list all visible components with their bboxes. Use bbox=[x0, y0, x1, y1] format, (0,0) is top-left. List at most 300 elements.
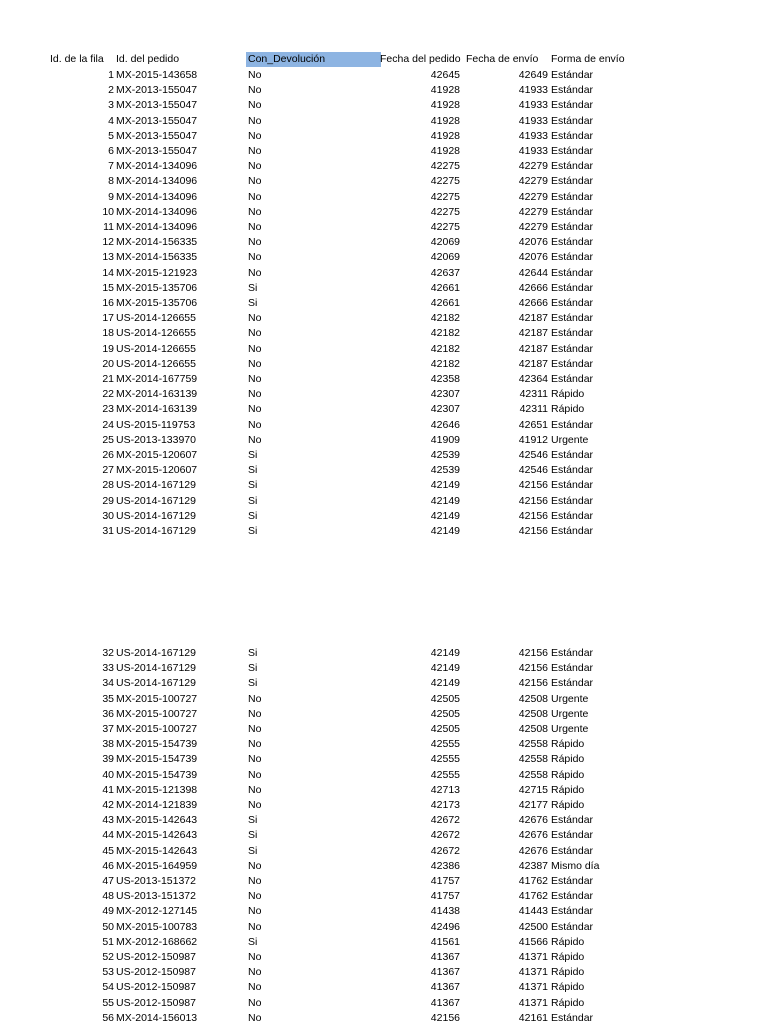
row-id-cell[interactable]: 24 bbox=[102, 418, 114, 431]
order-date-cell[interactable]: 41367 bbox=[430, 981, 460, 994]
row-id-cell[interactable]: 20 bbox=[102, 357, 114, 370]
ship-mode-cell[interactable]: Rápido bbox=[551, 966, 585, 979]
ship-date-cell[interactable]: 42311 bbox=[519, 388, 548, 401]
order-id-cell[interactable]: MX-2012-127145 bbox=[116, 905, 198, 918]
returned-cell[interactable]: No bbox=[248, 905, 262, 918]
returned-cell[interactable]: No bbox=[248, 69, 262, 81]
order-id-cell[interactable]: US-2014-167129 bbox=[116, 647, 196, 659]
order-id-cell[interactable]: MX-2015-135706 bbox=[116, 281, 198, 294]
ship-date-cell[interactable]: 42156 bbox=[518, 525, 548, 537]
ship-mode-cell[interactable]: Estándar bbox=[551, 99, 594, 112]
ship-mode-cell[interactable]: Rápido bbox=[551, 951, 585, 963]
row-id-cell[interactable]: 51 bbox=[102, 935, 114, 948]
order-id-cell[interactable]: MX-2013-155047 bbox=[116, 114, 198, 127]
ship-mode-cell[interactable]: Estándar bbox=[551, 875, 594, 887]
row-id-cell[interactable]: 48 bbox=[102, 890, 114, 903]
order-date-cell[interactable]: 42069 bbox=[430, 251, 460, 264]
order-date-cell[interactable]: 42496 bbox=[430, 920, 460, 933]
row-id-cell[interactable]: 29 bbox=[102, 494, 114, 507]
returned-cell[interactable]: No bbox=[248, 859, 262, 872]
order-id-cell[interactable]: MX-2015-143658 bbox=[116, 69, 198, 81]
returned-cell[interactable]: No bbox=[248, 221, 262, 233]
order-id-cell[interactable]: MX-2014-156335 bbox=[116, 251, 198, 264]
row-id-cell[interactable]: 25 bbox=[102, 433, 114, 446]
row-id-cell[interactable]: 5 bbox=[108, 129, 114, 142]
row-id-cell[interactable]: 56 bbox=[102, 1011, 114, 1024]
order-id-cell[interactable]: US-2015-119753 bbox=[116, 418, 196, 431]
order-id-cell[interactable]: MX-2015-100727 bbox=[116, 707, 198, 720]
row-id-cell[interactable]: 52 bbox=[102, 951, 114, 963]
returned-cell[interactable]: Si bbox=[248, 479, 258, 492]
ship-mode-cell[interactable]: Rápido bbox=[551, 753, 585, 766]
ship-mode-cell[interactable]: Urgente bbox=[551, 723, 589, 735]
order-date-cell[interactable]: 42149 bbox=[430, 509, 460, 522]
returned-cell[interactable]: No bbox=[248, 190, 262, 203]
order-id-cell[interactable]: MX-2015-135706 bbox=[116, 297, 198, 309]
ship-date-cell[interactable]: 42558 bbox=[518, 753, 548, 766]
ship-mode-cell[interactable]: Estándar bbox=[551, 373, 594, 385]
ship-mode-cell[interactable]: Estándar bbox=[551, 814, 594, 827]
ship-date-cell[interactable]: 42558 bbox=[518, 768, 548, 781]
ship-mode-cell[interactable]: Rápido bbox=[551, 403, 585, 416]
order-date-cell[interactable]: 42672 bbox=[430, 844, 460, 857]
order-date-cell[interactable]: 42149 bbox=[430, 494, 460, 507]
row-id-cell[interactable]: 35 bbox=[102, 692, 114, 705]
order-date-cell[interactable]: 42149 bbox=[430, 677, 460, 690]
row-id-cell[interactable]: 17 bbox=[102, 312, 114, 325]
order-date-cell[interactable]: 41757 bbox=[430, 890, 460, 903]
ship-date-cell[interactable]: 41371 bbox=[518, 951, 548, 963]
ship-date-cell[interactable]: 42364 bbox=[518, 373, 548, 385]
order-date-cell[interactable]: 42358 bbox=[430, 373, 460, 385]
order-date-cell[interactable]: 42182 bbox=[430, 327, 460, 340]
ship-date-cell[interactable]: 41933 bbox=[518, 145, 548, 157]
row-id-cell[interactable]: 14 bbox=[102, 266, 114, 279]
ship-date-cell[interactable]: 42279 bbox=[518, 221, 548, 233]
ship-date-cell[interactable]: 41443 bbox=[518, 905, 548, 918]
order-id-cell[interactable]: US-2014-126655 bbox=[116, 312, 196, 325]
ship-date-cell[interactable]: 42161 bbox=[518, 1011, 548, 1024]
order-id-cell[interactable]: MX-2015-142643 bbox=[116, 814, 198, 827]
returned-cell[interactable]: No bbox=[248, 236, 262, 249]
returned-cell[interactable]: No bbox=[248, 403, 262, 416]
ship-mode-cell[interactable]: Rápido bbox=[551, 768, 585, 781]
returned-cell[interactable]: No bbox=[248, 266, 262, 279]
returned-cell[interactable]: Si bbox=[248, 494, 258, 507]
ship-date-cell[interactable]: 42651 bbox=[518, 418, 548, 431]
returned-cell[interactable]: Si bbox=[248, 844, 258, 857]
order-id-cell[interactable]: MX-2014-134096 bbox=[116, 205, 198, 218]
order-id-cell[interactable]: MX-2013-155047 bbox=[116, 99, 198, 112]
ship-mode-cell[interactable]: Estándar bbox=[551, 905, 594, 918]
returned-cell[interactable]: No bbox=[248, 875, 262, 887]
order-id-cell[interactable]: MX-2014-156013 bbox=[116, 1011, 198, 1024]
ship-date-cell[interactable]: 42177 bbox=[518, 799, 548, 811]
order-id-cell[interactable]: US-2014-167129 bbox=[116, 479, 196, 492]
order-date-cell[interactable]: 42672 bbox=[430, 814, 460, 827]
order-date-cell[interactable]: 42661 bbox=[430, 281, 460, 294]
ship-date-cell[interactable]: 41566 bbox=[518, 935, 548, 948]
order-date-cell[interactable]: 42555 bbox=[430, 738, 460, 751]
ship-date-cell[interactable]: 41762 bbox=[518, 875, 548, 887]
returned-cell[interactable]: No bbox=[248, 357, 262, 370]
returned-cell[interactable]: No bbox=[248, 251, 262, 264]
returned-cell[interactable]: No bbox=[248, 738, 262, 751]
ship-date-cell[interactable]: 42187 bbox=[518, 327, 548, 340]
order-id-cell[interactable]: MX-2015-100727 bbox=[116, 723, 198, 735]
order-id-cell[interactable]: US-2012-150987 bbox=[116, 951, 196, 963]
order-id-cell[interactable]: MX-2014-163139 bbox=[116, 388, 198, 401]
order-date-cell[interactable]: 42307 bbox=[430, 403, 460, 416]
order-date-cell[interactable]: 42149 bbox=[430, 479, 460, 492]
ship-date-cell[interactable]: 42279 bbox=[518, 160, 548, 173]
order-date-cell[interactable]: 42173 bbox=[430, 799, 460, 811]
order-id-cell[interactable]: MX-2012-168662 bbox=[116, 935, 198, 948]
ship-mode-cell[interactable]: Estándar bbox=[551, 266, 594, 279]
returned-cell[interactable]: No bbox=[248, 327, 262, 340]
row-id-cell[interactable]: 31 bbox=[102, 525, 114, 537]
order-id-cell[interactable]: MX-2013-155047 bbox=[116, 145, 198, 157]
order-date-cell[interactable]: 42646 bbox=[430, 418, 460, 431]
order-date-cell[interactable]: 42149 bbox=[430, 662, 460, 675]
order-date-cell[interactable]: 42182 bbox=[430, 357, 460, 370]
row-id-cell[interactable]: 39 bbox=[102, 753, 114, 766]
ship-mode-cell[interactable]: Estándar bbox=[551, 418, 594, 431]
order-id-cell[interactable]: MX-2015-142643 bbox=[116, 844, 198, 857]
header-ship-mode[interactable]: Forma de envío bbox=[551, 53, 625, 65]
ship-date-cell[interactable]: 42546 bbox=[518, 464, 548, 477]
order-id-cell[interactable]: MX-2014-134096 bbox=[116, 221, 198, 233]
order-id-cell[interactable]: US-2013-151372 bbox=[116, 890, 196, 903]
returned-cell[interactable]: No bbox=[248, 99, 262, 112]
returned-cell[interactable]: No bbox=[248, 373, 262, 385]
ship-mode-cell[interactable]: Estándar bbox=[551, 677, 594, 690]
order-date-cell[interactable]: 42069 bbox=[430, 236, 460, 249]
ship-mode-cell[interactable]: Estándar bbox=[551, 509, 594, 522]
row-id-cell[interactable]: 27 bbox=[102, 464, 114, 477]
order-date-cell[interactable]: 42672 bbox=[430, 829, 460, 842]
returned-cell[interactable]: No bbox=[248, 175, 262, 188]
ship-date-cell[interactable]: 42076 bbox=[518, 251, 548, 264]
ship-mode-cell[interactable]: Rápido bbox=[551, 783, 585, 796]
ship-mode-cell[interactable]: Estándar bbox=[551, 236, 594, 249]
order-date-cell[interactable]: 41367 bbox=[430, 966, 460, 979]
order-date-cell[interactable]: 42182 bbox=[430, 342, 460, 355]
ship-date-cell[interactable]: 42676 bbox=[518, 829, 548, 842]
row-id-cell[interactable]: 7 bbox=[108, 160, 114, 173]
row-id-cell[interactable]: 22 bbox=[102, 388, 114, 401]
order-date-cell[interactable]: 42149 bbox=[430, 525, 460, 537]
ship-mode-cell[interactable]: Estándar bbox=[551, 205, 594, 218]
order-id-cell[interactable]: US-2014-167129 bbox=[116, 677, 196, 690]
row-id-cell[interactable]: 41 bbox=[102, 783, 114, 796]
returned-cell[interactable]: Si bbox=[248, 647, 258, 659]
ship-date-cell[interactable]: 42676 bbox=[518, 844, 548, 857]
ship-date-cell[interactable]: 41912 bbox=[518, 433, 548, 446]
order-id-cell[interactable]: US-2012-150987 bbox=[116, 966, 196, 979]
order-date-cell[interactable]: 41928 bbox=[430, 99, 460, 112]
order-date-cell[interactable]: 42555 bbox=[430, 753, 460, 766]
ship-date-cell[interactable]: 42156 bbox=[518, 647, 548, 659]
returned-cell[interactable]: No bbox=[248, 205, 262, 218]
returned-cell[interactable]: No bbox=[248, 707, 262, 720]
ship-mode-cell[interactable]: Estándar bbox=[551, 175, 594, 188]
returned-cell[interactable]: No bbox=[248, 160, 262, 173]
ship-mode-cell[interactable]: Estándar bbox=[551, 844, 594, 857]
row-id-cell[interactable]: 12 bbox=[102, 236, 114, 249]
ship-mode-cell[interactable]: Urgente bbox=[551, 692, 589, 705]
order-id-cell[interactable]: MX-2015-121398 bbox=[116, 783, 198, 796]
order-date-cell[interactable]: 41909 bbox=[430, 433, 460, 446]
order-id-cell[interactable]: MX-2015-121923 bbox=[116, 266, 198, 279]
returned-cell[interactable]: Si bbox=[248, 281, 258, 294]
ship-mode-cell[interactable]: Estándar bbox=[551, 464, 594, 477]
returned-cell[interactable]: Si bbox=[248, 525, 258, 537]
row-id-cell[interactable]: 42 bbox=[102, 799, 114, 811]
ship-date-cell[interactable]: 42187 bbox=[518, 312, 548, 325]
ship-date-cell[interactable]: 42279 bbox=[518, 190, 548, 203]
ship-mode-cell[interactable]: Estándar bbox=[551, 494, 594, 507]
ship-mode-cell[interactable]: Estándar bbox=[551, 647, 594, 659]
order-date-cell[interactable]: 42182 bbox=[430, 312, 460, 325]
order-id-cell[interactable]: MX-2015-154739 bbox=[116, 753, 198, 766]
ship-date-cell[interactable]: 42508 bbox=[518, 692, 548, 705]
ship-date-cell[interactable]: 42387 bbox=[518, 859, 548, 872]
order-date-cell[interactable]: 41367 bbox=[430, 951, 460, 963]
row-id-cell[interactable]: 54 bbox=[102, 981, 114, 994]
returned-cell[interactable]: No bbox=[248, 114, 262, 127]
ship-date-cell[interactable]: 41933 bbox=[518, 114, 548, 127]
order-id-cell[interactable]: MX-2014-167759 bbox=[116, 373, 198, 385]
row-id-cell[interactable]: 3 bbox=[108, 99, 114, 112]
order-id-cell[interactable]: US-2014-167129 bbox=[116, 525, 196, 537]
ship-mode-cell[interactable]: Rápido bbox=[551, 799, 585, 811]
ship-date-cell[interactable]: 42156 bbox=[518, 662, 548, 675]
order-id-cell[interactable]: US-2013-133970 bbox=[116, 433, 196, 446]
order-date-cell[interactable]: 42275 bbox=[430, 205, 460, 218]
row-id-cell[interactable]: 32 bbox=[102, 647, 114, 659]
ship-mode-cell[interactable]: Estándar bbox=[551, 342, 594, 355]
returned-cell[interactable]: Si bbox=[248, 464, 258, 477]
order-date-cell[interactable]: 41561 bbox=[430, 935, 460, 948]
ship-mode-cell[interactable]: Estándar bbox=[551, 829, 594, 842]
row-id-cell[interactable]: 13 bbox=[102, 251, 114, 264]
row-id-cell[interactable]: 2 bbox=[108, 84, 114, 97]
returned-cell[interactable]: Si bbox=[248, 677, 258, 690]
row-id-cell[interactable]: 8 bbox=[108, 175, 114, 188]
row-id-cell[interactable]: 46 bbox=[102, 859, 114, 872]
order-id-cell[interactable]: MX-2014-156335 bbox=[116, 236, 198, 249]
order-id-cell[interactable]: US-2014-167129 bbox=[116, 494, 196, 507]
returned-cell[interactable]: No bbox=[248, 966, 262, 979]
order-id-cell[interactable]: MX-2014-134096 bbox=[116, 190, 198, 203]
order-date-cell[interactable]: 42645 bbox=[430, 69, 460, 81]
order-date-cell[interactable]: 42275 bbox=[430, 190, 460, 203]
ship-mode-cell[interactable]: Rápido bbox=[551, 388, 585, 401]
row-id-cell[interactable]: 4 bbox=[108, 114, 114, 127]
ship-mode-cell[interactable]: Estándar bbox=[551, 190, 594, 203]
ship-date-cell[interactable]: 41933 bbox=[518, 129, 548, 142]
row-id-cell[interactable]: 19 bbox=[102, 342, 114, 355]
ship-mode-cell[interactable]: Estándar bbox=[551, 662, 594, 675]
returned-cell[interactable]: Si bbox=[248, 297, 258, 309]
row-id-cell[interactable]: 53 bbox=[102, 966, 114, 979]
order-date-cell[interactable]: 41367 bbox=[430, 996, 460, 1009]
order-date-cell[interactable]: 42539 bbox=[430, 449, 460, 461]
order-date-cell[interactable]: 42149 bbox=[430, 647, 460, 659]
row-id-cell[interactable]: 28 bbox=[102, 479, 114, 492]
returned-cell[interactable]: Si bbox=[248, 935, 258, 948]
order-id-cell[interactable]: MX-2015-120607 bbox=[116, 449, 198, 461]
row-id-cell[interactable]: 55 bbox=[102, 996, 114, 1009]
ship-date-cell[interactable]: 41933 bbox=[518, 99, 548, 112]
ship-date-cell[interactable]: 42156 bbox=[518, 509, 548, 522]
order-date-cell[interactable]: 42713 bbox=[430, 783, 460, 796]
ship-date-cell[interactable]: 42546 bbox=[518, 449, 548, 461]
row-id-cell[interactable]: 30 bbox=[102, 509, 114, 522]
order-id-cell[interactable]: MX-2015-142643 bbox=[116, 829, 198, 842]
row-id-cell[interactable]: 16 bbox=[102, 297, 114, 309]
returned-cell[interactable]: No bbox=[248, 981, 262, 994]
row-id-cell[interactable]: 10 bbox=[102, 205, 114, 218]
row-id-cell[interactable]: 6 bbox=[108, 145, 114, 157]
order-id-cell[interactable]: US-2014-126655 bbox=[116, 327, 196, 340]
order-date-cell[interactable]: 42539 bbox=[430, 464, 460, 477]
ship-mode-cell[interactable]: Rápido bbox=[551, 935, 585, 948]
order-id-cell[interactable]: US-2014-167129 bbox=[116, 662, 196, 675]
ship-mode-cell[interactable]: Rápido bbox=[551, 738, 585, 751]
ship-date-cell[interactable]: 42156 bbox=[518, 494, 548, 507]
order-date-cell[interactable]: 41928 bbox=[430, 129, 460, 142]
ship-mode-cell[interactable]: Estándar bbox=[551, 84, 594, 97]
returned-cell[interactable]: No bbox=[248, 433, 262, 446]
returned-cell[interactable]: No bbox=[248, 342, 262, 355]
order-id-cell[interactable]: MX-2014-163139 bbox=[116, 403, 198, 416]
row-id-cell[interactable]: 36 bbox=[102, 707, 114, 720]
ship-date-cell[interactable]: 42508 bbox=[518, 723, 548, 735]
order-date-cell[interactable]: 42275 bbox=[430, 160, 460, 173]
ship-mode-cell[interactable]: Estándar bbox=[551, 449, 594, 461]
ship-mode-cell[interactable]: Rápido bbox=[551, 981, 585, 994]
order-id-cell[interactable]: MX-2014-134096 bbox=[116, 160, 198, 173]
row-id-cell[interactable]: 37 bbox=[102, 723, 114, 735]
order-date-cell[interactable]: 42275 bbox=[430, 221, 460, 233]
ship-mode-cell[interactable]: Estándar bbox=[551, 69, 594, 81]
row-id-cell[interactable]: 33 bbox=[102, 662, 114, 675]
returned-cell[interactable]: No bbox=[248, 418, 262, 431]
order-id-cell[interactable]: MX-2015-154739 bbox=[116, 738, 198, 751]
row-id-cell[interactable]: 21 bbox=[102, 373, 114, 385]
row-id-cell[interactable]: 44 bbox=[102, 829, 114, 842]
returned-cell[interactable]: No bbox=[248, 723, 262, 735]
ship-mode-cell[interactable]: Estándar bbox=[551, 281, 594, 294]
ship-mode-cell[interactable]: Estándar bbox=[551, 160, 594, 173]
order-date-cell[interactable]: 42156 bbox=[430, 1011, 460, 1024]
returned-cell[interactable]: No bbox=[248, 890, 262, 903]
order-id-cell[interactable]: MX-2015-100727 bbox=[116, 692, 198, 705]
returned-cell[interactable]: No bbox=[248, 920, 262, 933]
order-date-cell[interactable]: 42307 bbox=[430, 388, 460, 401]
header-order-id[interactable]: Id. del pedido bbox=[116, 53, 180, 65]
ship-date-cell[interactable]: 42076 bbox=[518, 236, 548, 249]
row-id-cell[interactable]: 1 bbox=[108, 69, 114, 81]
order-id-cell[interactable]: US-2013-151372 bbox=[116, 875, 196, 887]
ship-date-cell[interactable]: 41371 bbox=[518, 981, 548, 994]
ship-date-cell[interactable]: 42666 bbox=[518, 297, 548, 309]
header-ship-date[interactable]: Fecha de envío bbox=[466, 53, 539, 65]
row-id-cell[interactable]: 38 bbox=[102, 738, 114, 751]
order-date-cell[interactable]: 41438 bbox=[430, 905, 460, 918]
order-id-cell[interactable]: MX-2014-134096 bbox=[116, 175, 198, 188]
returned-cell[interactable]: No bbox=[248, 1011, 262, 1024]
order-date-cell[interactable]: 42661 bbox=[430, 297, 460, 309]
ship-date-cell[interactable]: 42187 bbox=[518, 357, 548, 370]
returned-cell[interactable]: No bbox=[248, 996, 262, 1009]
order-date-cell[interactable]: 42275 bbox=[430, 175, 460, 188]
order-date-cell[interactable]: 42505 bbox=[430, 707, 460, 720]
row-id-cell[interactable]: 34 bbox=[102, 677, 114, 690]
ship-date-cell[interactable]: 42311 bbox=[519, 403, 548, 416]
returned-cell[interactable]: No bbox=[248, 951, 262, 963]
ship-mode-cell[interactable]: Estándar bbox=[551, 129, 594, 142]
ship-date-cell[interactable]: 41933 bbox=[518, 84, 548, 97]
ship-date-cell[interactable]: 42558 bbox=[518, 738, 548, 751]
returned-cell[interactable]: No bbox=[248, 768, 262, 781]
returned-cell[interactable]: No bbox=[248, 84, 262, 97]
order-id-cell[interactable]: MX-2015-120607 bbox=[116, 464, 198, 477]
ship-mode-cell[interactable]: Estándar bbox=[551, 357, 594, 370]
order-date-cell[interactable]: 42505 bbox=[430, 692, 460, 705]
ship-mode-cell[interactable]: Estándar bbox=[551, 920, 594, 933]
ship-date-cell[interactable]: 42156 bbox=[518, 677, 548, 690]
order-id-cell[interactable]: US-2014-126655 bbox=[116, 342, 196, 355]
ship-date-cell[interactable]: 42279 bbox=[518, 175, 548, 188]
row-id-cell[interactable]: 9 bbox=[108, 190, 114, 203]
row-id-cell[interactable]: 43 bbox=[102, 814, 114, 827]
row-id-cell[interactable]: 23 bbox=[102, 403, 114, 416]
returned-cell[interactable]: No bbox=[248, 753, 262, 766]
ship-mode-cell[interactable]: Mismo día bbox=[551, 859, 600, 872]
returned-cell[interactable]: No bbox=[248, 312, 262, 325]
header-row-id[interactable]: Id. de la fila bbox=[50, 53, 104, 65]
order-date-cell[interactable]: 41928 bbox=[430, 145, 460, 157]
ship-date-cell[interactable]: 42156 bbox=[518, 479, 548, 492]
ship-mode-cell[interactable]: Estándar bbox=[551, 525, 594, 537]
order-date-cell[interactable]: 42386 bbox=[430, 859, 460, 872]
ship-mode-cell[interactable]: Estándar bbox=[551, 479, 594, 492]
ship-date-cell[interactable]: 41371 bbox=[518, 966, 548, 979]
ship-mode-cell[interactable]: Estándar bbox=[551, 297, 594, 309]
row-id-cell[interactable]: 11 bbox=[103, 221, 114, 233]
returned-cell[interactable]: No bbox=[248, 388, 262, 401]
row-id-cell[interactable]: 26 bbox=[102, 449, 114, 461]
order-date-cell[interactable]: 41757 bbox=[430, 875, 460, 887]
returned-cell[interactable]: Si bbox=[248, 829, 258, 842]
order-date-cell[interactable]: 42555 bbox=[430, 768, 460, 781]
order-date-cell[interactable]: 41928 bbox=[430, 84, 460, 97]
order-id-cell[interactable]: MX-2014-121839 bbox=[116, 799, 198, 811]
ship-mode-cell[interactable]: Estándar bbox=[551, 251, 594, 264]
ship-date-cell[interactable]: 42715 bbox=[518, 783, 548, 796]
order-id-cell[interactable]: US-2014-126655 bbox=[116, 357, 196, 370]
ship-date-cell[interactable]: 42666 bbox=[518, 281, 548, 294]
ship-date-cell[interactable]: 42508 bbox=[518, 707, 548, 720]
ship-date-cell[interactable]: 42187 bbox=[518, 342, 548, 355]
order-id-cell[interactable]: MX-2013-155047 bbox=[116, 84, 198, 97]
returned-cell[interactable]: Si bbox=[248, 814, 258, 827]
returned-cell[interactable]: No bbox=[248, 783, 262, 796]
ship-date-cell[interactable]: 42676 bbox=[518, 814, 548, 827]
